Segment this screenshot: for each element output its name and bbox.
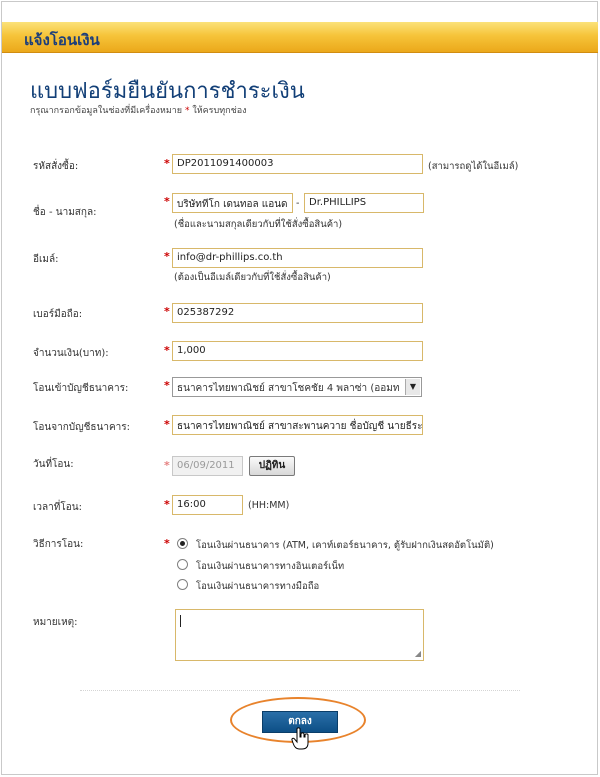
order-id-hint: (สามารถดูได้ในอีเมล์): [428, 161, 519, 172]
method-required-mark: *: [164, 537, 170, 550]
mobile-input[interactable]: 025387292: [172, 303, 423, 323]
remark-label: หมายเหตุ:: [33, 617, 78, 628]
to-bank-label: โอนเข้าบัญชีธนาคาร:: [33, 383, 129, 394]
amount-label: จำนวนเงิน(บาท):: [33, 348, 109, 359]
method-radio-bank[interactable]: [177, 538, 188, 549]
name-separator: -: [296, 198, 300, 209]
date-label: วันที่โอน:: [33, 459, 74, 470]
divider: [80, 690, 520, 691]
name-note: (ชื่อและนามสกุลเดียวกับที่ใช้สั่งซื้อสินค้า): [174, 219, 343, 230]
amount-input[interactable]: 1,000: [172, 341, 423, 361]
email-note: (ต้องเป็นอีเมล์เดียวกับที่ใช้สั่งซื้อสินค้า): [174, 272, 331, 283]
resize-grip-icon[interactable]: ◢: [414, 649, 421, 658]
method-radio-mobile[interactable]: [177, 579, 188, 590]
chevron-down-icon[interactable]: ▼: [405, 379, 420, 395]
mobile-label: เบอร์มือถือ:: [33, 309, 83, 320]
mobile-required-mark: *: [164, 305, 170, 318]
remark-textarea[interactable]: [175, 609, 424, 661]
time-label: เวลาที่โอน:: [33, 502, 82, 513]
method-option-bank-label: โอนเงินผ่านธนาคาร (ATM, เคาท์เตอร์ธนาคาร, ตู้รับฝากเงินสดอัตโนมัติ): [196, 540, 494, 551]
last-name-input[interactable]: Dr.PHILLIPS: [304, 193, 424, 213]
first-name-input[interactable]: บริษัททีโก เดนทอล แอนด: [172, 193, 293, 213]
banner-title: แจ้งโอนเงิน: [24, 31, 100, 49]
form-title: แบบฟอร์มยืนยันการชำระเงิน: [30, 79, 305, 104]
method-label: วิธีการโอน:: [33, 539, 84, 550]
header-banner: [2, 22, 598, 53]
name-required-mark: *: [164, 195, 170, 208]
to-bank-select[interactable]: [172, 377, 422, 397]
email-required-mark: *: [164, 250, 170, 263]
from-bank-input[interactable]: ธนาคารไทยพาณิชย์ สาขาสะพานควาย ชื่อบัญชี นายธีระ: [172, 415, 423, 435]
method-option-internet-label: โอนเงินผ่านธนาคารทางอินเตอร์เน็ท: [196, 561, 345, 572]
instructions-star: *: [184, 106, 190, 116]
method-option-mobile-label: โอนเงินผ่านธนาคารทางมือถือ: [196, 581, 320, 592]
date-required-mark: *: [164, 459, 170, 472]
name-label: ชื่อ - นามสกุล:: [33, 207, 97, 218]
time-hint: (HH:MM): [248, 500, 290, 511]
time-required-mark: *: [164, 498, 170, 511]
date-input[interactable]: 06/09/2011: [172, 456, 243, 476]
submit-button[interactable]: ตกลง: [262, 711, 338, 733]
order-id-label: รหัสสั่งซื้อ:: [33, 161, 79, 172]
instructions-suffix: ให้ครบทุกช่อง: [192, 106, 247, 116]
method-radio-internet[interactable]: [177, 559, 188, 570]
hand-cursor-icon: [291, 727, 311, 751]
order-id-input[interactable]: DP2011091400003: [172, 154, 423, 174]
to-bank-selected-value: ธนาคารไทยพาณิชย์ สาขาโชคชัย 4 พลาซ่า (ออมท: [177, 383, 400, 394]
from-bank-required-mark: *: [164, 418, 170, 431]
form-instructions: [30, 103, 247, 117]
order-id-required-mark: *: [164, 157, 170, 170]
to-bank-required-mark: *: [164, 379, 170, 392]
instructions-prefix: กรุณากรอกข้อมูลในช่องที่มีเครื่องหมาย: [30, 106, 183, 116]
from-bank-label: โอนจากบัญชีธนาคาร:: [33, 422, 130, 433]
amount-required-mark: *: [164, 344, 170, 357]
email-input[interactable]: info@dr-phillips.co.th: [172, 248, 423, 268]
calendar-button[interactable]: ปฏิทิน: [249, 456, 295, 476]
time-input[interactable]: 16:00: [172, 495, 243, 515]
text-caret: [180, 615, 181, 627]
email-label: อีเมล์:: [33, 254, 59, 265]
